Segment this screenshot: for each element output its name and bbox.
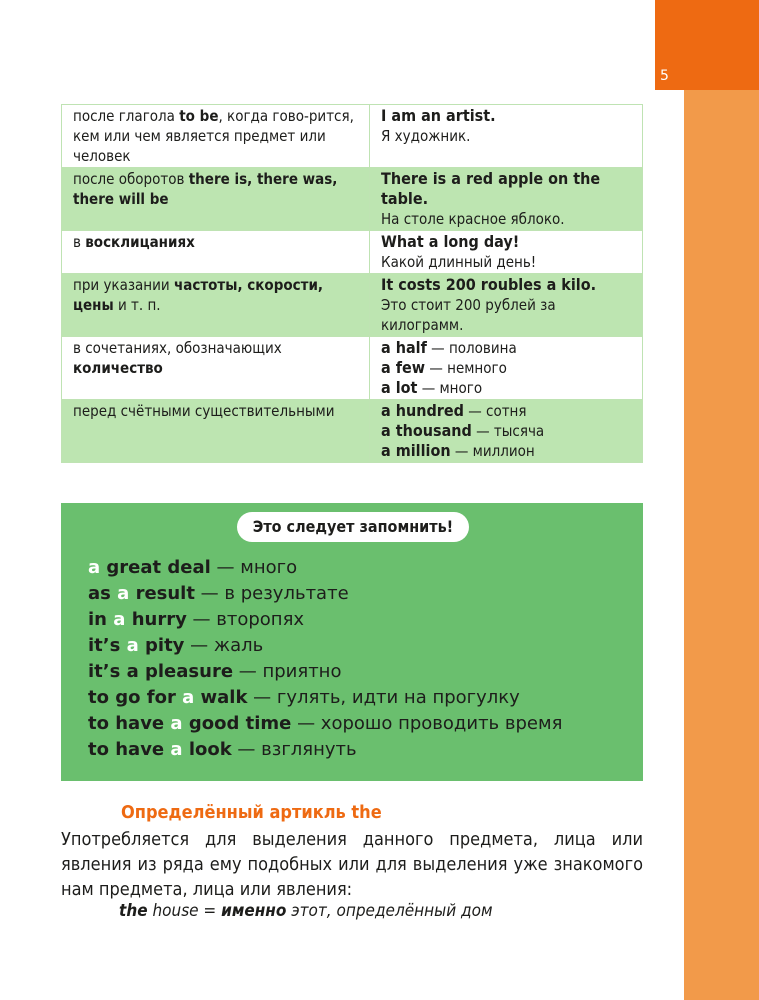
- remember-list: [88, 555, 562, 763]
- page-number: 5: [660, 68, 669, 84]
- usage-rule: в восклицаниях: [62, 231, 370, 274]
- list-item: to have a good time — хорошо проводить время: [88, 713, 563, 734]
- example-pair: a lot — много: [381, 378, 483, 397]
- table-row: [62, 105, 643, 168]
- table-row: [62, 168, 643, 231]
- example-pair: a few — немного: [381, 358, 507, 377]
- table-row: [62, 337, 643, 400]
- usage-rule: в сочетаниях, обозначающих количество: [62, 337, 370, 400]
- list-item: in a hurry — второпях: [88, 609, 305, 630]
- usage-example: What a long day! Какой длинный день!: [370, 231, 643, 274]
- table-row: [62, 274, 643, 337]
- section-paragraph: Употребляется для выделения данного предмета, лица или явления из ряда ему подобных или для выделения уже знакомого нам предмета, лица или явления:: [61, 829, 643, 900]
- example-pair: a thousand — тысяча: [381, 421, 545, 440]
- list-item: to have a look — взглянуть: [88, 739, 357, 760]
- usage-rule: после оборотов there is, there was, there will be: [62, 168, 370, 231]
- table-row: [62, 231, 643, 274]
- table-row: [62, 400, 643, 463]
- list-item: a great deal — много: [88, 557, 298, 578]
- list-item: it’s a pity — жаль: [88, 635, 264, 656]
- remember-title: Это следует запомнить!: [237, 512, 469, 542]
- usage-rule: при указании частоты, скорости, цены и т. п.: [62, 274, 370, 337]
- usage-example: [370, 400, 643, 463]
- usage-example: [370, 337, 643, 400]
- usage-rule: перед счётными существительными: [62, 400, 370, 463]
- article-usage-table: [61, 104, 643, 463]
- usage-example: It costs 200 roubles a kilo. Это стоит 200 рублей за килограмм.: [370, 274, 643, 337]
- usage-example: There is a red apple on the table. На столе красное яблоко.: [370, 168, 643, 231]
- list-item: as a result — в результате: [88, 583, 349, 604]
- list-item: to go for a walk — гулять, идти на прогулку: [88, 687, 520, 708]
- definite-article-example: the house = именно этот, определённый дом: [119, 901, 493, 921]
- remember-box: [61, 503, 643, 781]
- example-pair: a half — половина: [381, 338, 517, 357]
- list-item: it’s a pleasure — приятно: [88, 661, 342, 682]
- example-pair: a hundred — сотня: [381, 401, 527, 420]
- usage-rule: после глагола to be, когда гово-ритcя, кем или чем является предмет или человек: [62, 105, 370, 168]
- usage-example: I am an artist. Я художник.: [370, 105, 643, 168]
- section-heading: Определённый артикль the: [121, 802, 382, 823]
- page-number-tab: [655, 0, 759, 90]
- example-pair: a million — миллион: [381, 441, 535, 460]
- side-color-strip: [684, 0, 759, 1000]
